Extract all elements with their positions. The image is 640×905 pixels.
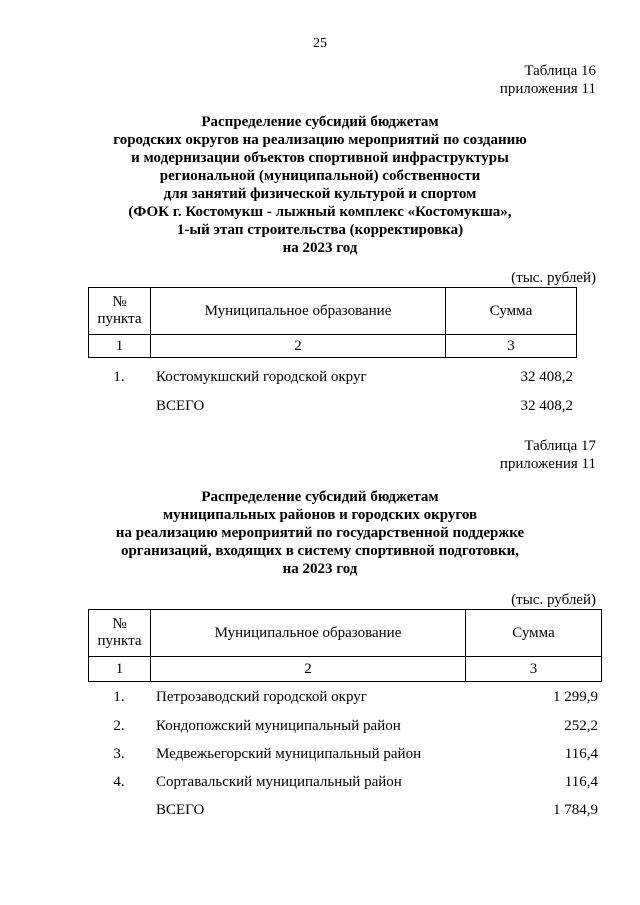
row-num: 1. [113, 689, 125, 705]
table16-header-num [89, 288, 151, 335]
table17-row [88, 718, 598, 738]
page-number: 25 [313, 36, 327, 51]
table17-row [88, 689, 598, 709]
row-sum: 116,4 [564, 746, 598, 762]
row-num: 1. [113, 369, 125, 385]
row-sum: 252,2 [564, 718, 598, 734]
table17-caption [500, 437, 596, 473]
table17-colnum-3: 3 [466, 657, 602, 682]
table17-total-row [88, 802, 598, 822]
table17-caption-line2: приложения 11 [499, 456, 596, 472]
table16-title-line: городских округов на реализацию мероприятий по созданию [113, 132, 527, 148]
table16-colnum-1: 1 [89, 335, 151, 358]
table17-title-line: на реализацию мероприятий по государственной поддержке [115, 525, 525, 541]
table17-row [88, 746, 598, 766]
table16-colnum-2: 2 [151, 335, 446, 358]
table16-row [88, 369, 573, 389]
total-sum: 32 408,2 [520, 398, 573, 414]
table17-colnum-2: 2 [151, 657, 466, 682]
table16-header-municipality: Муниципальное образование [151, 288, 446, 335]
table17-row [88, 774, 598, 794]
table17-title-line: Распределение субсидий бюджетам [201, 489, 439, 505]
row-municipality: Сортавальский муниципальный район [156, 774, 402, 790]
table16-title-line: (ФОК г. Костомукш - лыжный комплекс «Костомукша», [128, 204, 512, 220]
table17-colnum-1: 1 [89, 657, 151, 682]
row-num: 2. [113, 718, 125, 734]
table17-header-table [88, 609, 602, 682]
table16-total-row [88, 398, 573, 418]
table17-header-num-line1: № [112, 616, 127, 632]
table16-caption-line1: Таблица 16 [524, 63, 596, 79]
table16-title [0, 113, 640, 257]
table17-header-sum: Сумма [466, 610, 602, 657]
table17-title-line: на 2023 год [282, 561, 358, 577]
row-num: 3. [113, 746, 125, 762]
row-municipality: Кондопожский муниципальный район [156, 718, 401, 734]
table16-caption-line2: приложения 11 [499, 81, 596, 97]
row-municipality: Петрозаводский городской округ [156, 689, 367, 705]
table16-colnum-3: 3 [446, 335, 577, 358]
total-label: ВСЕГО [156, 398, 205, 414]
table17-caption-line1: Таблица 17 [524, 438, 596, 454]
table17-header-num-line2: пункта [97, 633, 142, 649]
table17-header-municipality: Муниципальное образование [151, 610, 466, 657]
table16-header-num-line2: пункта [97, 311, 142, 327]
row-num: 4. [113, 774, 125, 790]
table16-caption [500, 62, 596, 98]
row-sum: 1 299,9 [553, 689, 598, 705]
table16-title-line: и модернизации объектов спортивной инфраструктуры [131, 150, 509, 166]
table17-title-line: муниципальных районов и городских округов [162, 507, 478, 523]
table16-title-line: региональной (муниципальной) собственности [159, 168, 481, 184]
table16-title-line: Распределение субсидий бюджетам [201, 114, 439, 130]
total-sum: 1 784,9 [553, 802, 598, 818]
table17-units: (тыс. рублей) [511, 592, 596, 608]
table16-units: (тыс. рублей) [511, 270, 596, 286]
table17-title [0, 488, 640, 578]
table16-title-line: для занятий физической культурой и спортом [163, 186, 477, 202]
table16-header-num-line1: № [112, 294, 127, 310]
table16-header-table [88, 287, 577, 358]
row-sum: 32 408,2 [520, 369, 573, 385]
table17-header-num [89, 610, 151, 657]
row-municipality: Медвежьегорский муниципальный район [156, 746, 422, 762]
table16-title-line: на 2023 год [282, 240, 358, 256]
table16-header-sum: Сумма [446, 288, 577, 335]
table17-title-line: организаций, входящих в систему спортивной подготовки, [120, 543, 520, 559]
total-label: ВСЕГО [156, 802, 205, 818]
row-municipality: Костомукшский городской округ [156, 369, 367, 385]
table16-title-line: 1-ый этап строительства (корректировка) [176, 222, 464, 238]
row-sum: 116,4 [564, 774, 598, 790]
